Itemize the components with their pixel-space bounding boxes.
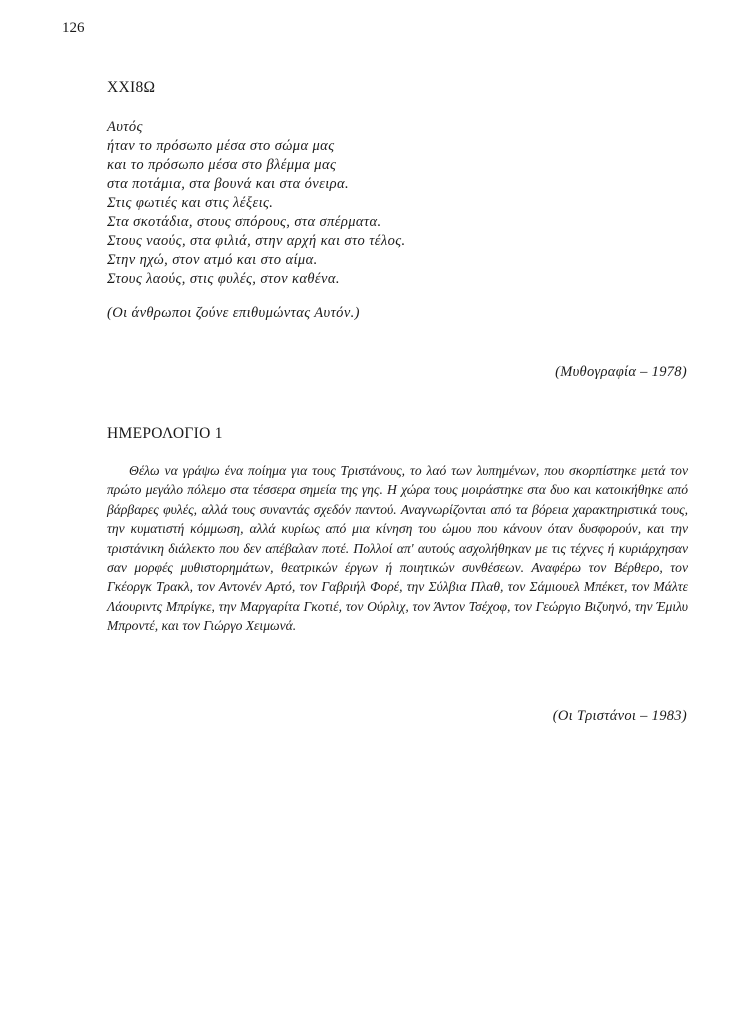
poem-title: XXI8Ω — [107, 79, 156, 96]
source-citation: (Οι Τριστάνοι – 1983) — [552, 708, 687, 724]
poem-body — [107, 118, 406, 289]
poem-line: Στην ηχώ, στον ατμό και στο αίμα. — [107, 252, 318, 268]
poem-line: και το πρόσωπο μέσα στο βλέμμα μας — [107, 157, 337, 173]
poem-line: Στους λαούς, στις φυλές, στον καθένα. — [107, 271, 340, 287]
poem-line: Στους ναούς, στα φιλιά, στην αρχή και στο τέλος. — [107, 233, 406, 249]
poem-line: στα ποτάμια, στα βουνά και στα όνειρα. — [107, 176, 350, 192]
prose-paragraph: Θέλω να γράψω ένα ποίημα για τους Τριστάνους, το λαό των λυπημένων, που σκορπίστηκε μετά τον πρώτο μεγάλο πόλεμο στα τέσσερα σημεία της γης. Η χώρα τους μοιράστηκε στα δυο και κατοικήθηκε από βάρβαρες φυλές, αλλά τους συναντάς σχεδόν παντού. Αναγνωρίζονται από τα βόρεια χαρακτηριστικά τους, την κυματιστή κόμμωση, αλλά κυρίως από μια κίνηση του ώμου που κάνουν όταν δυσφορούν, και την τριστάνικη διάλεκτο που δεν απέβαλαν ποτέ. Πολλοί απ' αυτούς ασχολήθηκαν με τις τέχνες ή κυριάρχησαν σαν μορφές μυθιστορημάτων, θεατρικών έργων ή ποιητικών συνθέσεων. Αναφέρω τον Βέρθερο, τον Γκέοργκ Τρακλ, τον Αντονέν Αρτό, τον Γαβριήλ Φορέ, την Σύλβια Πλαθ, τον Σάμιουελ Μπέκετ, τον Μάλτε Λάουριντς Μπρίγκε, την Μαργαρίτα Γκοτιέ, τον Ούρλιχ, τον Άντον Τσέχοφ, τον Γεώργιο Βιζυηνό, την Έμιλυ Μπροντέ, και τον Γιώργο Χειμωνά. — [107, 463, 688, 634]
poem-coda: (Οι άνθρωποι ζούνε επιθυμώντας Αυτόν.) — [107, 305, 360, 321]
poem-line: Στα σκοτάδια, στους σπόρους, στα σπέρματα. — [107, 214, 382, 230]
source-citation: (Μυθογραφία – 1978) — [555, 364, 687, 380]
poem-line: ήταν το πρόσωπο μέσα στο σώμα μας — [107, 138, 335, 154]
poem-line: Στις φωτιές και στις λέξεις. — [107, 195, 274, 211]
page-number: 126 — [62, 20, 85, 36]
poem-line: Αυτός — [107, 119, 143, 135]
section-title: ΗΜΕΡΟΛΟΓΙΟ 1 — [107, 425, 223, 442]
